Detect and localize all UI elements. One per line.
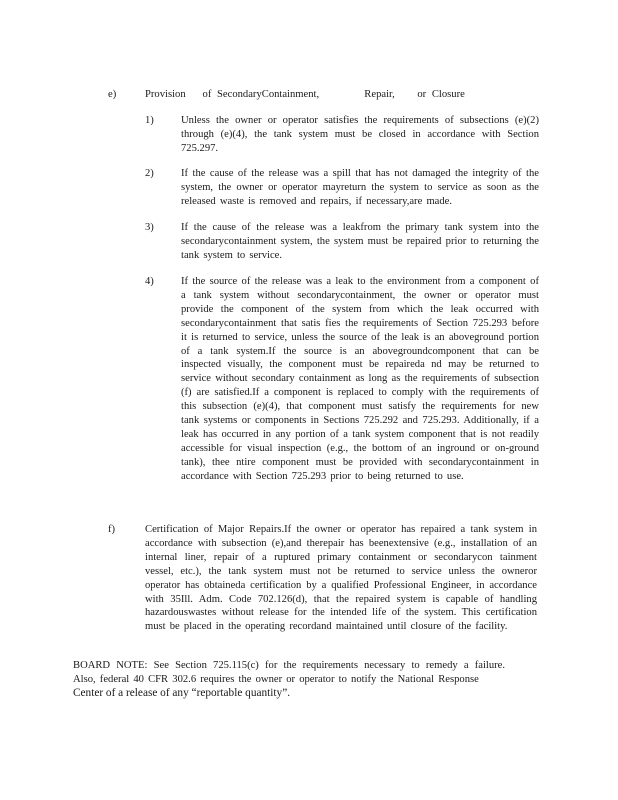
- item-text: If the source of the release was a leak to the environment from a component of a tank system without secondarycontainment, the owner or operator must provide the component of the system from which the leak occurred with secondarycontainment that satis fies the requirements of Section 725.293 before it is returned to service, unless the source of the leak is an aboveground portion of a tank system.If the source is an abovegroundcomponent that can be inspected visually, the component must be repaireda nd may be returned to service without secondary containment as long as the requirements of subsection (f) are satisfied.If a component is replaced to comply with the requirements of this subsection (e)(4), that component must satisfy the requirements for new tank systems or components in Sections 725.292 and 725.293. Additionally, if a leak has occurred in any portion of a tank system component that is not readily accessible for visual inspection (e.g., the bottom of an inground or on-ground tank), thee ntire component must be provided with secondarycontainment in accordance with Section 725.293 prior to being returned to use.: [181, 276, 539, 482]
- item-number: 4): [145, 276, 154, 287]
- item-text: Unless the owner or operator satisfies the requirements of subsections (e)(2) through (e)(4), the tank system must be closed in accordance with Section 725.297.: [181, 115, 539, 154]
- item-text: If the cause of the release was a leakfrom the primary tank system into the secondarycontainment system, the system must be repaired prior to returning the tank system to service.: [181, 222, 539, 261]
- section-f-label: f): [108, 524, 116, 535]
- section-f-text: Certification of Major Repairs.If the owner or operator has repaired a tank system in accordance with subsection (e),and therepair has beenextensive (e.g., installation of an internal liner, repair of a ruptured primary containment or secondarycon tainment vessel, etc.), the tank system must not be returned to service unless the owneror operator has obtaineda certification by a qualified Professional Engineer, in accordance with 35Ill. Adm. Code 702.126(d), that the repaired system is capable of handling hazardouswastes without release for the intended life of the system. This certification must be placed in the operating recordand maintained until closure of the facility.: [145, 524, 537, 633]
- board-note-last-line: Center of a release of any “reportable quantity”.: [73, 687, 291, 699]
- section-e-heading: Provision of SecondaryContainment, Repair, or Closure: [145, 89, 465, 100]
- board-note: BOARD NOTE: See Section 725.115(c) for the requirements necessary to remedy a failure. Also, federal 40 CFR 302.6 requires the owner or operator to notify the National Response: [73, 660, 505, 685]
- item-number: 1): [145, 115, 154, 126]
- item-number: 3): [145, 222, 154, 233]
- item-text: If the cause of the release was a spill that has not damaged the integrity of the system, the owner or operator mayreturn the system to service as soon as the released waste is removed and repairs, if necessary,are made.: [181, 168, 539, 207]
- section-e-label: e): [108, 89, 117, 100]
- item-number: 2): [145, 168, 154, 179]
